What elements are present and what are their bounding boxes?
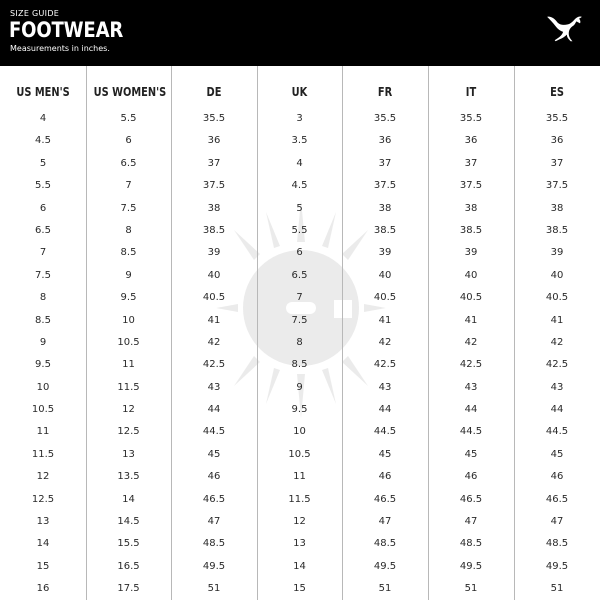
table-cell: 9.5	[120, 292, 137, 304]
table-cell: 46	[464, 471, 478, 483]
table-cell: 14	[122, 493, 135, 505]
table-cell: 38.5	[202, 224, 226, 236]
table-cell: 45	[207, 448, 221, 460]
table-cell: 9.5	[35, 359, 51, 371]
table-cell: 51	[464, 583, 478, 595]
table-cell: 15	[36, 560, 50, 572]
table-cell: 40	[207, 269, 221, 281]
column-cells	[171, 108, 257, 601]
table-cell: 47	[464, 516, 478, 528]
table-cell: 48.5	[202, 538, 226, 550]
table-cell: 8	[125, 224, 132, 236]
table-cell: 11	[36, 426, 50, 438]
table-cell: 49.5	[459, 560, 483, 572]
table-cell: 48.5	[373, 538, 397, 550]
table-cell: 45	[550, 448, 564, 460]
table-cell: 35.5	[373, 113, 397, 124]
table-cell: 12.5	[117, 426, 140, 438]
column-es	[514, 66, 600, 600]
column-it	[428, 66, 514, 600]
table-cell: 13	[122, 448, 135, 460]
table-cell: 11.5	[288, 493, 311, 505]
column-header: DE	[206, 85, 222, 99]
table-cell: 4.5	[291, 180, 308, 192]
table-cell: 7.5	[120, 202, 137, 214]
table-cell: 5.5	[35, 180, 51, 192]
table-cell: 37	[464, 157, 478, 169]
table-cell: 4.5	[35, 135, 51, 147]
table-cell: 42	[378, 336, 392, 348]
table-cell: 42.5	[459, 359, 483, 371]
table-cell: 44.5	[459, 426, 483, 438]
table-cell: 10.5	[117, 336, 140, 348]
table-cell: 10	[293, 426, 306, 438]
table-cell: 41	[464, 314, 478, 326]
table-cell: 9	[125, 269, 132, 281]
table-cell: 8.5	[291, 359, 308, 371]
table-cell: 42	[464, 336, 478, 348]
table-cell: 40.5	[202, 292, 226, 304]
table-cell: 45	[378, 448, 392, 460]
table-cell: 51	[207, 583, 221, 595]
table-cell: 49.5	[202, 560, 226, 572]
table-cell: 40	[378, 269, 392, 281]
column-header: US MEN'S	[16, 85, 70, 99]
table-cell: 17.5	[117, 583, 140, 595]
table-cell: 43	[464, 381, 478, 393]
table-cell: 48.5	[459, 538, 483, 550]
table-cell: 35.5	[545, 113, 569, 124]
table-cell: 40	[550, 269, 564, 281]
table-cell: 15.5	[117, 538, 140, 550]
table-cell: 44.5	[202, 426, 226, 438]
table-cell: 39	[378, 247, 392, 259]
column-header: UK	[291, 85, 308, 99]
column-uk	[257, 66, 342, 600]
column-cells	[342, 108, 428, 601]
table-cell: 44	[550, 404, 564, 416]
table-cell: 8	[39, 292, 47, 304]
table-cell: 9.5	[291, 404, 308, 416]
table-cell: 36	[550, 135, 564, 147]
table-cell: 6	[296, 247, 303, 259]
table-cell: 43	[207, 381, 221, 393]
table-cell: 7	[39, 247, 47, 259]
table-cell: 4	[39, 113, 47, 124]
table-cell: 10	[122, 314, 135, 326]
table-cell: 11.5	[117, 381, 140, 393]
table-cell: 3	[296, 113, 303, 124]
table-cell: 38.5	[545, 224, 569, 236]
column-fr	[342, 66, 428, 600]
table-cell: 44.5	[373, 426, 397, 438]
table-cell: 8.5	[35, 314, 51, 326]
table-cell: 3.5	[291, 135, 308, 147]
table-cell: 5.5	[120, 113, 137, 124]
column-cells	[86, 108, 171, 601]
table-cell: 35.5	[459, 113, 483, 124]
size-table	[0, 66, 600, 600]
table-cell: 41	[378, 314, 392, 326]
table-cell: 39	[550, 247, 564, 259]
table-cell: 6.5	[35, 224, 51, 236]
table-cell: 42	[550, 336, 564, 348]
table-cell: 42.5	[373, 359, 397, 371]
column-header: IT	[465, 85, 477, 99]
column-cells	[514, 108, 600, 601]
table-cell: 38.5	[459, 224, 483, 236]
table-cell: 46	[550, 471, 564, 483]
table-cell: 9	[296, 381, 303, 393]
table-cell: 11.5	[31, 448, 55, 460]
table-cell: 11	[122, 359, 135, 371]
table-cell: 11	[293, 471, 306, 483]
table-cell: 14	[36, 538, 50, 550]
table-cell: 47	[207, 516, 221, 528]
table-cell: 16	[36, 583, 50, 595]
table-cell: 36	[207, 135, 221, 147]
table-cell: 48.5	[545, 538, 569, 550]
puma-logo-icon	[546, 14, 584, 44]
table-cell: 47	[378, 516, 392, 528]
table-cell: 6.5	[291, 269, 308, 281]
table-cell: 38.5	[373, 224, 397, 236]
table-cell: 40.5	[545, 292, 569, 304]
table-cell: 43	[550, 381, 564, 393]
header-banner	[0, 0, 600, 66]
table-cell: 37	[550, 157, 564, 169]
table-cell: 35.5	[202, 113, 226, 124]
column-cells	[257, 108, 342, 601]
table-cell: 37.5	[545, 180, 569, 192]
table-cell: 46.5	[545, 493, 569, 505]
table-cell: 37	[207, 157, 221, 169]
table-cell: 7.5	[291, 314, 308, 326]
table-cell: 46.5	[373, 493, 397, 505]
column-cells	[428, 108, 514, 601]
column-de	[171, 66, 257, 600]
table-cell: 12	[36, 471, 50, 483]
table-cell: 12	[122, 404, 135, 416]
table-cell: 10.5	[31, 404, 55, 416]
table-cell: 36	[378, 135, 392, 147]
table-cell: 6.5	[120, 157, 137, 169]
table-cell: 15	[293, 583, 306, 595]
table-cell: 42.5	[545, 359, 569, 371]
table-cell: 46.5	[459, 493, 483, 505]
table-cell: 4	[296, 157, 303, 169]
table-cell: 44	[207, 404, 221, 416]
table-cell: 13	[36, 516, 50, 528]
table-cell: 37.5	[373, 180, 397, 192]
column-header: US WOMEN'S	[93, 85, 167, 99]
table-cell: 40	[464, 269, 478, 281]
table-cell: 45	[464, 448, 478, 460]
table-cell: 6	[39, 202, 47, 214]
table-cell: 44	[464, 404, 478, 416]
table-cell: 7	[125, 180, 132, 192]
table-cell: 44	[378, 404, 392, 416]
column-us-womens	[86, 66, 171, 600]
table-cell: 43	[378, 381, 392, 393]
table-cell: 6	[125, 135, 132, 147]
table-cell: 7.5	[35, 269, 51, 281]
column-us-mens	[0, 66, 86, 600]
table-cell: 8	[296, 336, 303, 348]
table-cell: 14.5	[117, 516, 140, 528]
table-cell: 16.5	[117, 560, 140, 572]
table-cell: 41	[207, 314, 221, 326]
table-cell: 38	[207, 202, 221, 214]
table-cell: 5.5	[291, 224, 308, 236]
column-header: ES	[550, 85, 564, 99]
table-cell: 9	[39, 336, 47, 348]
table-cell: 12.5	[31, 493, 55, 505]
table-cell: 46	[378, 471, 392, 483]
column-cells	[0, 108, 86, 601]
table-cell: 10	[36, 381, 50, 393]
table-cell: 51	[378, 583, 392, 595]
header-subtitle: Measurements in inches.	[10, 44, 110, 53]
table-cell: 37	[378, 157, 392, 169]
table-cell: 42	[207, 336, 221, 348]
column-header: FR	[377, 85, 393, 99]
table-cell: 14	[293, 560, 306, 572]
table-cell: 10.5	[288, 448, 311, 460]
table-cell: 39	[464, 247, 478, 259]
table-cell: 5	[296, 202, 303, 214]
table-cell: 41	[550, 314, 564, 326]
table-cell: 44.5	[545, 426, 569, 438]
table-cell: 37.5	[459, 180, 483, 192]
table-cell: 40.5	[459, 292, 483, 304]
header-kicker: SIZE GUIDE	[10, 9, 60, 18]
table-cell: 37.5	[202, 180, 226, 192]
table-cell: 38	[550, 202, 564, 214]
table-cell: 49.5	[545, 560, 569, 572]
table-cell: 40.5	[373, 292, 397, 304]
table-cell: 47	[550, 516, 564, 528]
table-cell: 13.5	[117, 471, 140, 483]
table-cell: 39	[207, 247, 221, 259]
table-cell: 12	[293, 516, 306, 528]
table-cell: 36	[464, 135, 478, 147]
table-cell: 46.5	[202, 493, 226, 505]
table-cell: 51	[550, 583, 564, 595]
table-cell: 38	[378, 202, 392, 214]
table-cell: 49.5	[373, 560, 397, 572]
table-cell: 7	[296, 292, 303, 304]
page-title: FOOTWEAR	[9, 18, 124, 42]
table-cell: 46	[207, 471, 221, 483]
table-cell: 38	[464, 202, 478, 214]
table-cell: 5	[39, 157, 47, 169]
table-cell: 8.5	[120, 247, 137, 259]
table-cell: 13	[293, 538, 306, 550]
table-cell: 42.5	[202, 359, 226, 371]
